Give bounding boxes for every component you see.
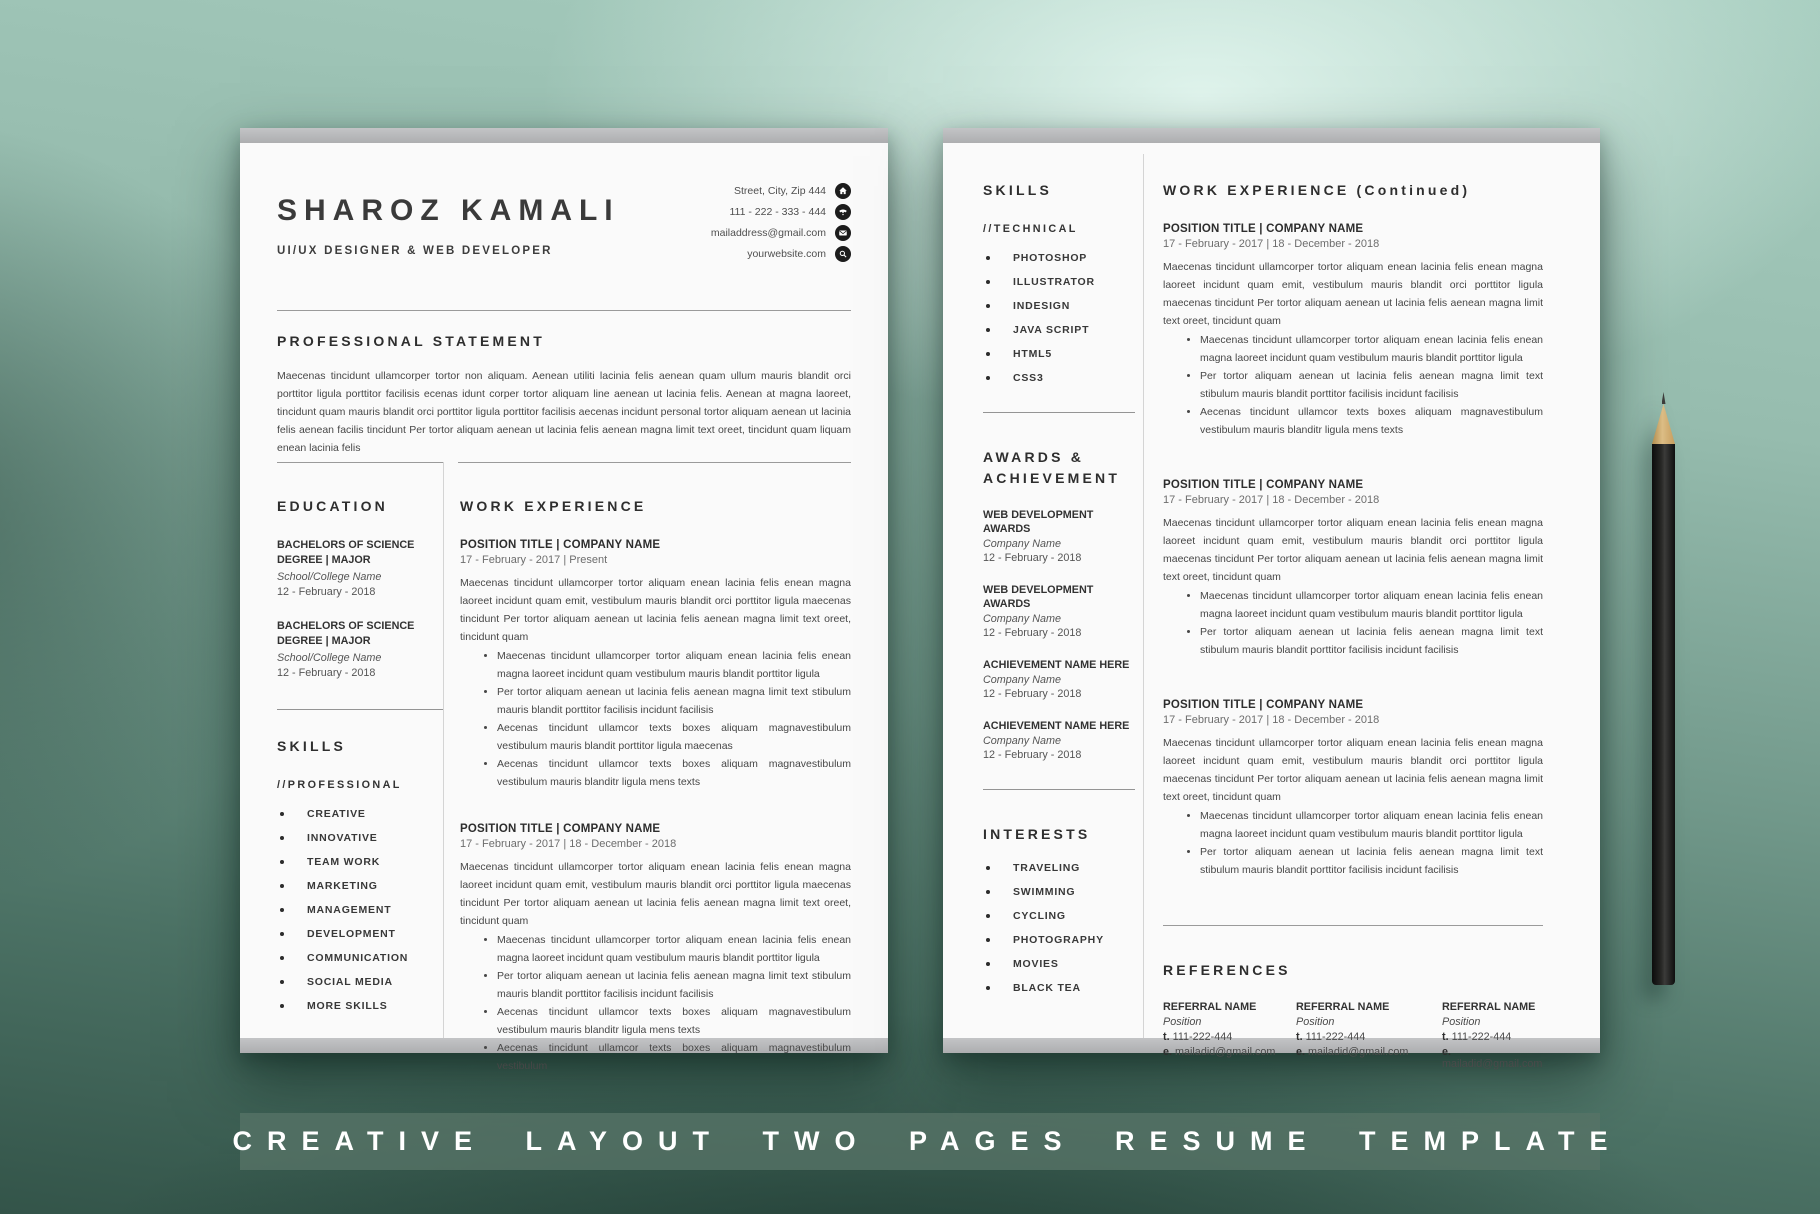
email-address: mailadid@gmail.com bbox=[1308, 1046, 1409, 1058]
award-company: Company Name bbox=[983, 538, 1062, 550]
list-item: SOCIAL MEDIA bbox=[277, 976, 443, 988]
referral-phone bbox=[1296, 1031, 1442, 1043]
work-entry bbox=[1163, 699, 1543, 879]
list-item: JAVA SCRIPT bbox=[983, 324, 1135, 336]
award-company: Company Name bbox=[983, 613, 1062, 625]
page2-sidebar bbox=[983, 180, 1135, 1006]
education-title: EDUCATION bbox=[277, 498, 388, 514]
banner-text: CREATIVE LAYOUT TWO PAGES RESUME TEMPLATE bbox=[232, 1126, 1623, 1156]
education-item bbox=[277, 619, 443, 679]
list-item: BLACK TEA bbox=[983, 982, 1135, 994]
award-company: Company Name bbox=[983, 735, 1062, 747]
school-name: School/College Name bbox=[277, 652, 382, 664]
work-experience-title: WORK EXPERIENCE bbox=[460, 498, 647, 514]
list-item: INNOVATIVE bbox=[277, 832, 443, 844]
reference-item bbox=[1442, 1001, 1543, 1070]
pencil-lead-tip bbox=[1662, 392, 1666, 404]
award-item bbox=[983, 658, 1135, 700]
page2-main-column bbox=[1163, 180, 1543, 1070]
award-item bbox=[983, 719, 1135, 761]
contact-address: Street, City, Zip 444 bbox=[733, 185, 826, 197]
pencil bbox=[1651, 392, 1676, 985]
candidate-name: SHAROZ KAMALI bbox=[277, 194, 620, 227]
home-icon bbox=[835, 183, 851, 199]
position-summary: Maecenas tincidunt ullamcorper tortor aliquam enean lacinia felis enean magna laoreet incidunt quam emit, vestibulum mauris blandit orci porttitor ligula maecenas tincidunt Per tortor aliquam aenean ut lacinia felis aenean magna limit text oreet, tincidunt quam bbox=[460, 861, 851, 927]
list-item: • Maecenas tincidunt ullamcorper tortor aliquam enean lacinia felis enean magna laoreet incidunt quam vestibulum mauris blandit porttitor ligula bbox=[497, 931, 851, 967]
award-date: 12 - February - 2018 bbox=[983, 627, 1082, 639]
technical-skills-title: SKILLS bbox=[983, 182, 1052, 198]
award-company: Company Name bbox=[983, 674, 1062, 686]
list-item: • Aecenas tincidunt ullamcor texts boxes aliquam magnavestibulum vestibulum mauris blanditr ligula mens texts bbox=[1200, 403, 1543, 439]
reference-item bbox=[1296, 1001, 1442, 1070]
statement-text: Maecenas tincidunt ullamcorper tortor non aliquam. Aenean utiliti lacinia felis aenean quam ullum mauris blandit orci porttitor ligula porttitor facilisis ecenas idunt corper tortor aliquam line aenean ut lacinia felis. Aenean at magna laoreet, tincidunt quam mauris blandit orci porttitor ligula porttitor facilisis aecenas incidunt personal tortor aliquam aenean ut lacinia felis aenean facilis tincidunt Per tortor aliquam aenean ut lacinia felis aenean magna limit text oreet, tincidunt quam liquam enean lacinia felis bbox=[277, 370, 851, 454]
list-item: • Aecenas tincidunt ullamcor texts boxes aliquam magnavestibulum vestibulum mauris blanditr ligula mens texts bbox=[497, 1003, 851, 1039]
contact-row-phone bbox=[711, 204, 851, 220]
work-entry bbox=[460, 823, 851, 1075]
position-bullets bbox=[1163, 587, 1543, 659]
degree-name: BACHELORS OF SCIENCE DEGREE | MAJOR bbox=[277, 539, 415, 566]
list-item: • Maecenas tincidunt ullamcorper tortor aliquam enean lacinia felis enean magna laoreet incidunt quam vestibulum mauris blandit porttitor ligula bbox=[497, 647, 851, 683]
work-continued-title: WORK EXPERIENCE (Continued) bbox=[1163, 182, 1471, 198]
header-divider bbox=[277, 310, 851, 311]
references-title: REFERENCES bbox=[1163, 962, 1291, 978]
list-item: • Aecenas tincidunt ullamcor texts boxes aliquam magnavestibulum vestibulum bbox=[497, 1039, 851, 1075]
work-entry bbox=[460, 539, 851, 791]
position-title: POSITION TITLE | COMPANY NAME bbox=[1163, 479, 1364, 491]
contact-block bbox=[711, 183, 851, 267]
reference-item bbox=[1163, 1001, 1296, 1070]
list-item: ILLUSTRATOR bbox=[983, 276, 1135, 288]
education-date: 12 - February - 2018 bbox=[277, 667, 376, 679]
position-summary: Maecenas tincidunt ullamcorper tortor aliquam enean lacinia felis enean magna laoreet incidunt quam emit, vestibulum mauris blandit orci porttitor ligula maecenas tincidunt Per tortor aliquam aenean ut lacinia felis aenean magna limit text oreet, tincidunt quam bbox=[1163, 517, 1543, 583]
list-item: COMMUNICATION bbox=[277, 952, 443, 964]
phone-icon bbox=[835, 204, 851, 220]
phone-label: t. bbox=[1296, 1031, 1303, 1043]
list-item: PHOTOGRAPHY bbox=[983, 934, 1135, 946]
list-item: DEVELOPMENT bbox=[277, 928, 443, 940]
contact-website: yourwebsite.com bbox=[747, 248, 826, 260]
referral-position: Position bbox=[1442, 1016, 1481, 1028]
list-item: CREATIVE bbox=[277, 808, 443, 820]
page1-left-column bbox=[277, 462, 443, 1024]
award-date: 12 - February - 2018 bbox=[983, 688, 1082, 700]
page1-right-column bbox=[460, 462, 851, 1075]
mail-icon bbox=[835, 225, 851, 241]
page2-top-bar bbox=[943, 128, 1600, 143]
phone-number: 111-222-444 bbox=[1305, 1031, 1366, 1043]
contact-phone: 111 - 222 - 333 - 444 bbox=[729, 206, 826, 218]
position-bullets bbox=[460, 931, 851, 1075]
award-item bbox=[983, 583, 1135, 639]
position-title: POSITION TITLE | COMPANY NAME bbox=[460, 539, 661, 551]
list-item: SWIMMING bbox=[983, 886, 1135, 898]
pencil-wood-tip bbox=[1652, 404, 1675, 444]
email-label: e. bbox=[1442, 1046, 1452, 1058]
professional-statement-section bbox=[277, 331, 851, 457]
list-item: MANAGEMENT bbox=[277, 904, 443, 916]
position-bullets bbox=[1163, 331, 1543, 439]
skills-title: SKILLS bbox=[277, 738, 346, 754]
skills-divider bbox=[277, 709, 443, 710]
list-item: • Aecenas tincidunt ullamcor texts boxes aliquam magnavestibulum vestibulum mauris blandit porttitor ligula maecenas bbox=[497, 719, 851, 755]
position-dates: 17 - February - 2017 | 18 - December - 2018 bbox=[460, 838, 677, 850]
position-title: POSITION TITLE | COMPANY NAME bbox=[460, 823, 661, 835]
position-bullets bbox=[1163, 807, 1543, 879]
work-entry bbox=[1163, 479, 1543, 659]
position-bullets bbox=[460, 647, 851, 791]
referral-phone bbox=[1163, 1031, 1296, 1043]
referral-position: Position bbox=[1296, 1016, 1335, 1028]
interests-title: INTERESTS bbox=[983, 826, 1091, 842]
email-address: mailadid@gmail.com bbox=[1175, 1046, 1276, 1058]
email-label: e. bbox=[1163, 1046, 1173, 1058]
list-item: TRAVELING bbox=[983, 862, 1135, 874]
contact-row-email bbox=[711, 225, 851, 241]
school-name: School/College Name bbox=[277, 571, 382, 583]
column-vertical-divider bbox=[443, 462, 444, 1038]
degree-name: BACHELORS OF SCIENCE DEGREE | MAJOR bbox=[277, 620, 415, 647]
position-title: POSITION TITLE | COMPANY NAME bbox=[1163, 699, 1364, 711]
contact-row-website bbox=[711, 246, 851, 262]
phone-number: 111-222-444 bbox=[1451, 1031, 1512, 1043]
candidate-role: UI/UX DESIGNER & WEB DEVELOPER bbox=[277, 245, 553, 257]
referral-name: REFERRAL NAME bbox=[1296, 1001, 1390, 1013]
position-summary: Maecenas tincidunt ullamcorper tortor aliquam enean lacinia felis enean magna laoreet incidunt quam emit, vestibulum mauris blandit orci porttitor ligula maecenas tincidunt Per tortor aliquam aenean ut lacinia felis aenean magna limit text oreet, tincidunt quam bbox=[460, 577, 851, 643]
position-title: POSITION TITLE | COMPANY NAME bbox=[1163, 223, 1364, 235]
referral-position: Position bbox=[1163, 1016, 1202, 1028]
technical-skills-subtitle: //TECHNICAL bbox=[983, 223, 1078, 235]
award-date: 12 - February - 2018 bbox=[983, 552, 1082, 564]
title-banner bbox=[232, 1113, 1623, 1170]
awards-divider bbox=[983, 412, 1135, 413]
list-item: MOVIES bbox=[983, 958, 1135, 970]
list-item: HTML5 bbox=[983, 348, 1135, 360]
list-item: • Maecenas tincidunt ullamcorper tortor aliquam enean lacinia felis enean magna laoreet incidunt quam vestibulum mauris blandit porttitor ligula bbox=[1200, 807, 1543, 843]
email-label: e. bbox=[1296, 1046, 1306, 1058]
professional-skills-list bbox=[277, 808, 443, 1012]
list-item: MARKETING bbox=[277, 880, 443, 892]
referral-email bbox=[1442, 1046, 1543, 1070]
email-address: mailadid@gmail.com bbox=[1442, 1058, 1543, 1070]
position-dates: 17 - February - 2017 | 18 - December - 2018 bbox=[1163, 238, 1380, 250]
referral-name: REFERRAL NAME bbox=[1163, 1001, 1257, 1013]
referral-name: REFERRAL NAME bbox=[1442, 1001, 1536, 1013]
list-item: • Per tortor aliquam aenean ut lacinia felis aenean magna limit text stibulum mauris blandit porttitor facilisis incidunt facilisis bbox=[497, 967, 851, 1003]
list-item: • Maecenas tincidunt ullamcorper tortor aliquam enean lacinia felis enean magna laoreet incidunt quam vestibulum mauris blandit porttitor ligula bbox=[1200, 331, 1543, 367]
list-item: • Maecenas tincidunt ullamcorper tortor aliquam enean lacinia felis enean magna laoreet incidunt quam vestibulum mauris blandit porttitor ligula bbox=[1200, 587, 1543, 623]
phone-number: 111-222-444 bbox=[1172, 1031, 1233, 1043]
interests-list bbox=[983, 862, 1135, 994]
award-name: ACHIEVEMENT NAME HERE bbox=[983, 720, 1130, 732]
referral-email bbox=[1296, 1046, 1442, 1058]
position-dates: 17 - February - 2017 | 18 - December - 2018 bbox=[1163, 714, 1380, 726]
list-item: • Per tortor aliquam aenean ut lacinia felis aenean magna limit text stibulum mauris blandit porttitor facilisis incidunt facilisis bbox=[497, 683, 851, 719]
pencil-body bbox=[1652, 444, 1675, 985]
list-item: PHOTOSHOP bbox=[983, 252, 1135, 264]
education-item bbox=[277, 538, 443, 598]
awards-title: AWARDS & ACHIEVEMENT bbox=[983, 449, 1121, 486]
skills-subtitle: //PROFESSIONAL bbox=[277, 779, 402, 791]
list-item: • Per tortor aliquam aenean ut lacinia felis aenean magna limit text stibulum mauris blandit porttitor facilisis incidunt facilisis bbox=[1200, 367, 1543, 403]
references-row bbox=[1163, 1001, 1543, 1070]
contact-email: mailaddress@gmail.com bbox=[710, 227, 826, 239]
position-summary: Maecenas tincidunt ullamcorper tortor aliquam enean lacinia felis enean magna laoreet incidunt quam emit, vestibulum mauris blandit orci porttitor ligula maecenas tincidunt Per tortor aliquam aenean ut lacinia felis aenean magna limit text oreet, tincidunt quam bbox=[1163, 737, 1543, 803]
award-name: WEB DEVELOPMENT AWARDS bbox=[983, 584, 1094, 610]
list-item: CSS3 bbox=[983, 372, 1135, 384]
resume-page-2 bbox=[943, 128, 1600, 1070]
sidebar-vertical-divider bbox=[1143, 154, 1144, 1038]
technical-skills-list bbox=[983, 252, 1135, 384]
phone-label: t. bbox=[1442, 1031, 1449, 1043]
list-item: CYCLING bbox=[983, 910, 1135, 922]
search-icon bbox=[835, 246, 851, 262]
referral-email bbox=[1163, 1046, 1296, 1058]
position-dates: 17 - February - 2017 | 18 - December - 2018 bbox=[1163, 494, 1380, 506]
phone-label: t. bbox=[1163, 1031, 1170, 1043]
statement-title: PROFESSIONAL STATEMENT bbox=[277, 333, 545, 349]
work-entry bbox=[1163, 223, 1543, 439]
list-item: • Aecenas tincidunt ullamcor texts boxes aliquam magnavestibulum vestibulum mauris blanditr ligula mens texts bbox=[497, 755, 851, 791]
award-name: ACHIEVEMENT NAME HERE bbox=[983, 659, 1130, 671]
interests-divider bbox=[983, 789, 1135, 790]
list-item: • Per tortor aliquam aenean ut lacinia felis aenean magna limit text stibulum mauris blandit porttitor facilisis incidunt facilisis bbox=[1200, 623, 1543, 659]
references-divider bbox=[1163, 925, 1543, 926]
contact-row-address bbox=[711, 183, 851, 199]
position-dates: 17 - February - 2017 | Present bbox=[460, 554, 608, 566]
award-item bbox=[983, 508, 1135, 564]
award-date: 12 - February - 2018 bbox=[983, 749, 1082, 761]
list-item: MORE SKILLS bbox=[277, 1000, 443, 1012]
award-name: WEB DEVELOPMENT AWARDS bbox=[983, 509, 1094, 535]
referral-phone bbox=[1442, 1031, 1543, 1043]
page1-top-bar bbox=[240, 128, 888, 143]
list-item: INDESIGN bbox=[983, 300, 1135, 312]
list-item: TEAM WORK bbox=[277, 856, 443, 868]
list-item: • Per tortor aliquam aenean ut lacinia felis aenean magna limit text stibulum mauris blandit porttitor facilisis incidunt facilisis bbox=[1200, 843, 1543, 879]
education-date: 12 - February - 2018 bbox=[277, 586, 376, 598]
position-summary: Maecenas tincidunt ullamcorper tortor aliquam enean lacinia felis enean magna laoreet incidunt quam emit, vestibulum mauris blandit orci porttitor ligula maecenas tincidunt Per tortor aliquam aenean ut lacinia felis aenean magna limit text oreet, tincidunt quam bbox=[1163, 261, 1543, 327]
resume-page-1 bbox=[240, 128, 888, 1072]
